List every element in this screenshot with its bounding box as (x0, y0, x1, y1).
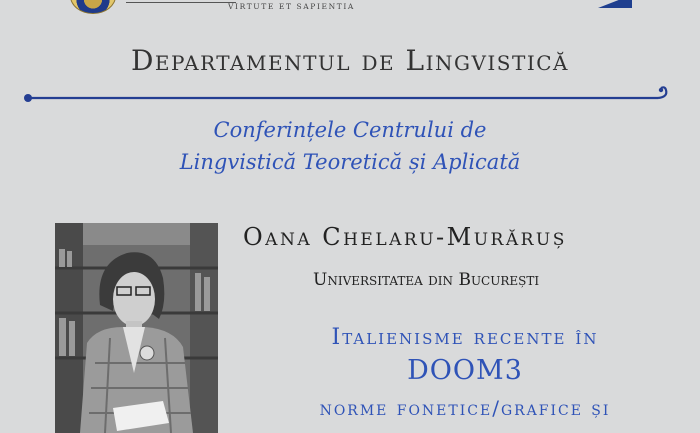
talk-title-line2: DOOM3 (407, 355, 523, 386)
faculty-logo-icon (598, 0, 632, 8)
ornamental-divider (18, 82, 678, 106)
conference-series-line2: Lingvistică Teoretică și Aplicată (179, 150, 521, 174)
conference-series-line1: Conferințele Centrului de (213, 118, 487, 142)
talk-title-line1: Italienisme recente în (331, 325, 599, 350)
department-title: Departamentul de Lingvistică (130, 44, 569, 77)
speaker-affiliation: Universitatea din București (313, 270, 540, 290)
talk-title-line3: norme fonetice/grafice și (319, 396, 611, 420)
university-seal-icon (70, 0, 116, 14)
speaker-name: Oana Chelaru-Murăruș (243, 223, 567, 251)
motto: VIRTUTE ET SAPIENTIA (228, 2, 355, 11)
speaker-photo (55, 223, 218, 433)
header-rule (126, 2, 236, 3)
